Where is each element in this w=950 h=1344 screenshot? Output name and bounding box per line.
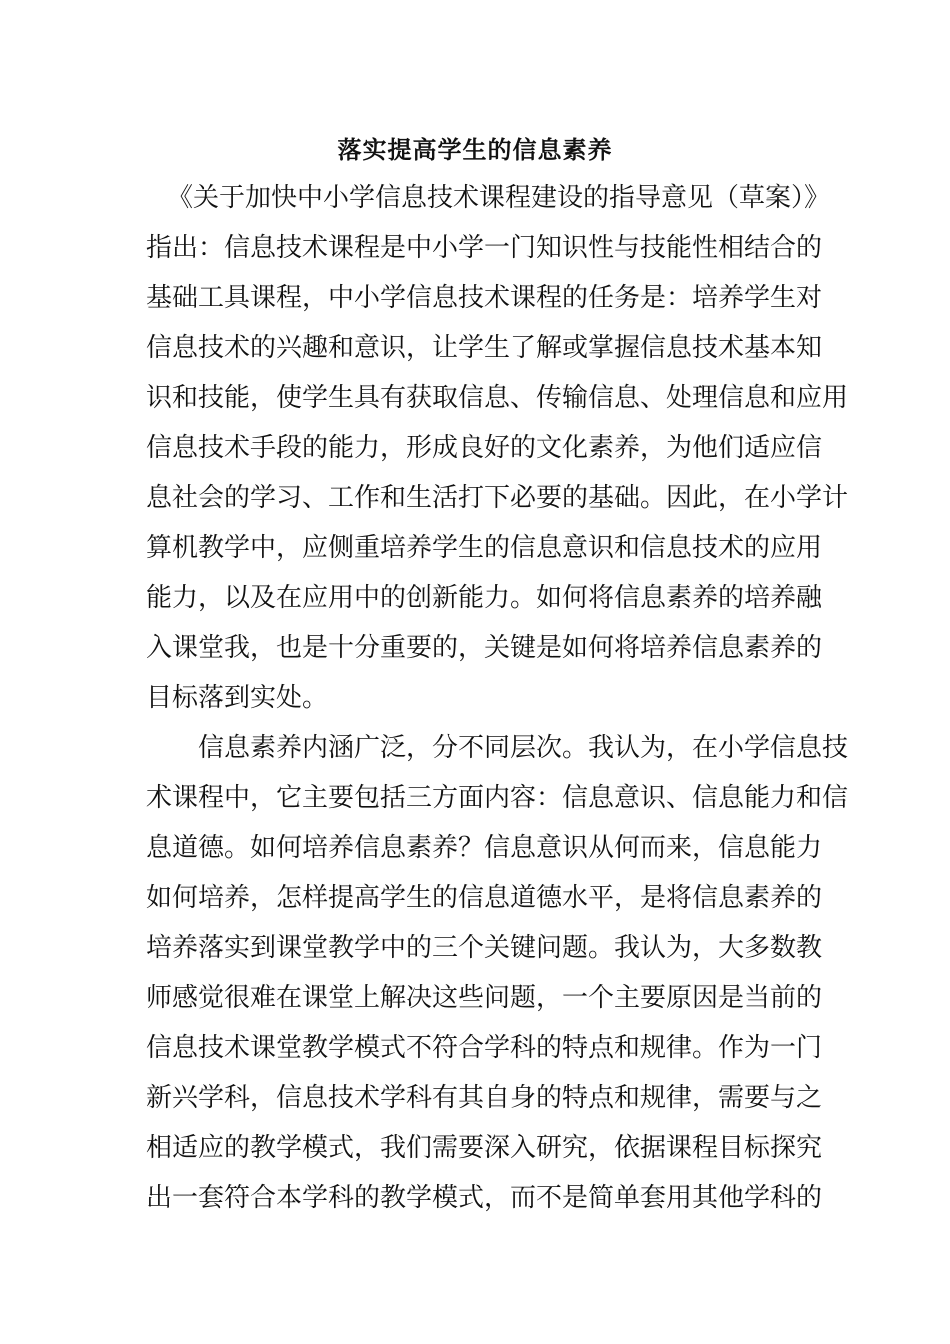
- paragraph-1-line-8: 算机教学中，应侧重培养学生的信息意识和信息技术的应用: [146, 533, 823, 563]
- paragraph-1-line-10: 入课堂我，也是十分重要的，关键是如何将培养信息素养的: [146, 633, 823, 663]
- paragraph-1-line-9: 能力，以及在应用中的创新能力。如何将信息素养的培养融: [146, 583, 823, 613]
- paragraph-1-line-3: 基础工具课程，中小学信息技术课程的任务是：培养学生对: [146, 283, 823, 313]
- paragraph-2-line-1: 信息素养内涵广泛，分不同层次。我认为，在小学信息技: [198, 733, 849, 763]
- paragraph-2-line-7: 信息技术课堂教学模式不符合学科的特点和规律。作为一门: [146, 1033, 823, 1063]
- paragraph-1-line-7: 息社会的学习、工作和生活打下必要的基础。因此，在小学计: [146, 483, 849, 513]
- paragraph-2-line-5: 培养落实到课堂教学中的三个关键问题。我认为，大多数教: [146, 933, 823, 963]
- paragraph-2-line-9: 相适应的教学模式，我们需要深入研究，依据课程目标探究: [146, 1133, 823, 1163]
- paragraph-2-line-2: 术课程中，它主要包括三方面内容：信息意识、信息能力和信: [146, 783, 849, 813]
- paragraph-2-line-3: 息道德。如何培养信息素养？信息意识从何而来，信息能力: [146, 833, 823, 863]
- paragraph-1-line-4: 信息技术的兴趣和意识，让学生了解或掌握信息技术基本知: [146, 333, 823, 363]
- paragraph-1-line-5: 识和技能，使学生具有获取信息、传输信息、处理信息和应用: [146, 383, 849, 413]
- paragraph-1-line-1: 《关于加快中小学信息技术课程建设的指导意见（草案）》: [167, 183, 831, 213]
- paragraph-1-line-2: 指出：信息技术课程是中小学一门知识性与技能性相结合的: [146, 233, 823, 263]
- paragraph-2-line-4: 如何培养，怎样提高学生的信息道德水平，是将信息素养的: [146, 883, 823, 913]
- paragraph-1-line-6: 信息技术手段的能力，形成良好的文化素养，为他们适应信: [146, 433, 823, 463]
- paragraph-2-line-6: 师感觉很难在课堂上解决这些问题，一个主要原因是当前的: [146, 983, 823, 1013]
- paragraph-2-line-8: 新兴学科，信息技术学科有其自身的特点和规律，需要与之: [146, 1083, 823, 1113]
- paragraph-1-line-11: 目标落到实处。: [146, 683, 329, 713]
- paragraph-2-line-10: 出一套符合本学科的教学模式，而不是简单套用其他学科的: [146, 1183, 823, 1213]
- document-title: 落实提高学生的信息素养: [337, 135, 613, 164]
